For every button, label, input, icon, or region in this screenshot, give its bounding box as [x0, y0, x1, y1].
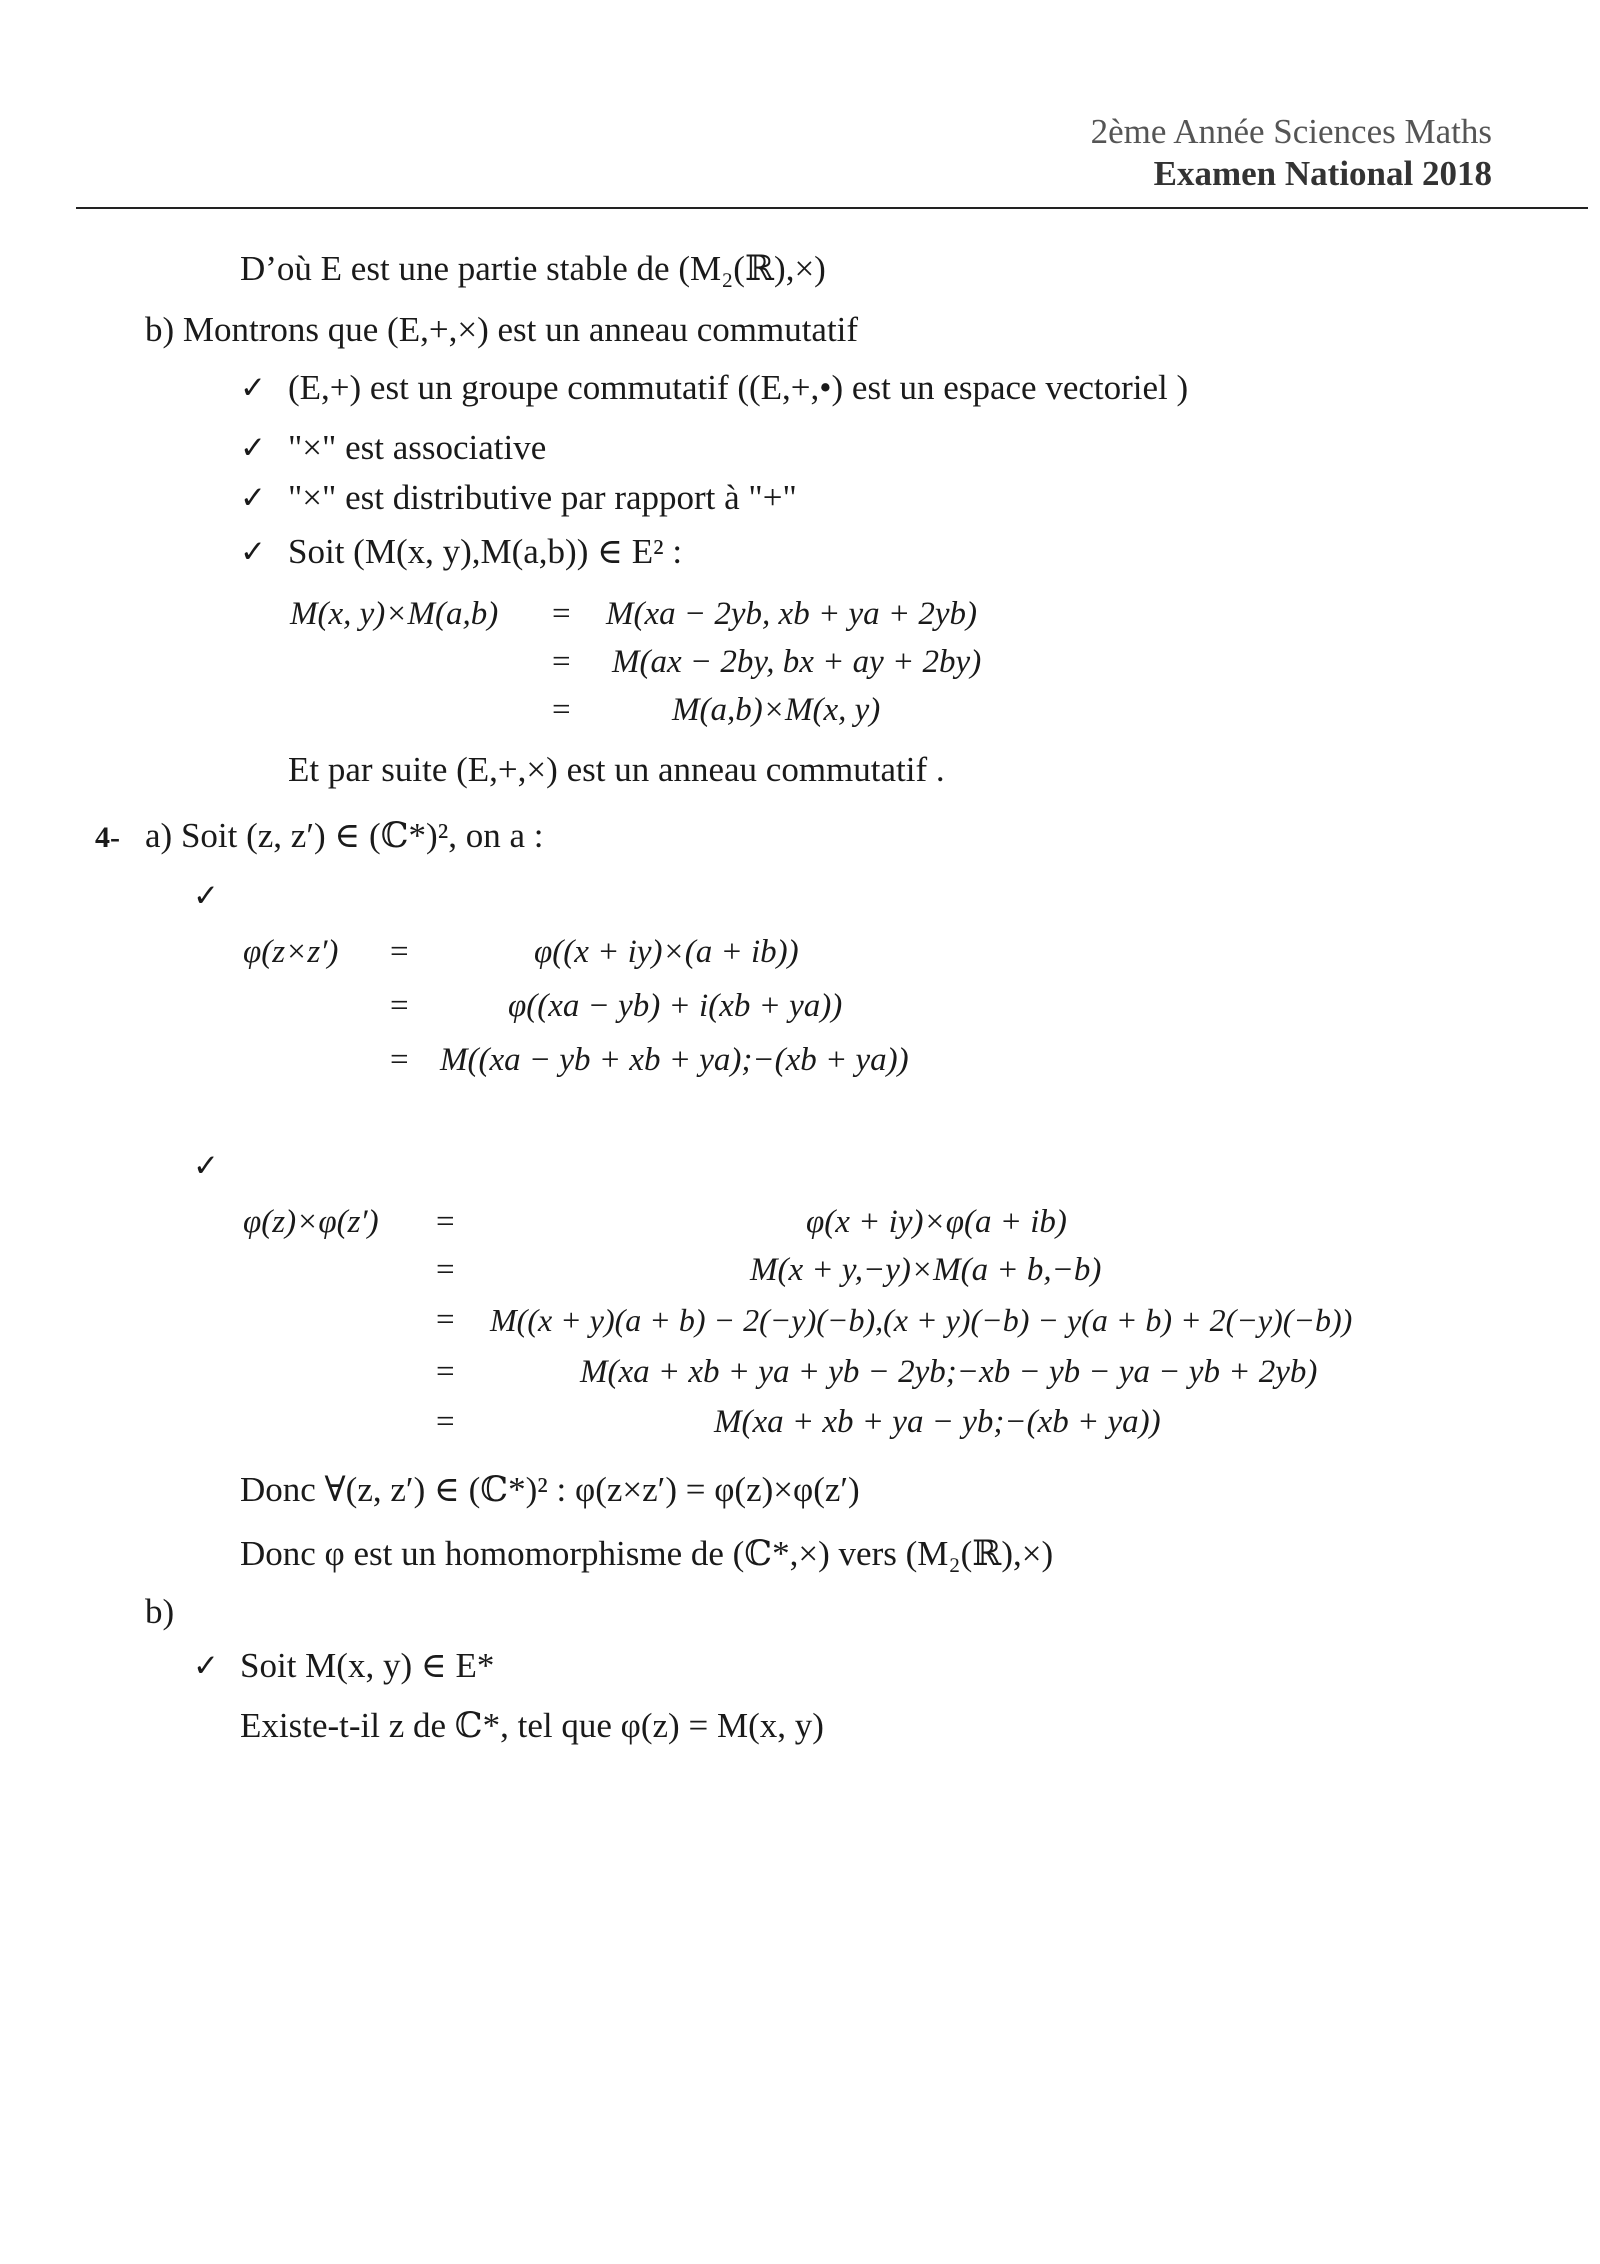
check-mark-icon: ✓: [193, 878, 219, 914]
eq-product-rhs-1: M(xa − 2yb, xb + ya + 2yb): [606, 596, 978, 632]
ring-conclusion: Et par suite (E,+,×) est un anneau commutatif .: [288, 750, 945, 789]
eq-product-phi-rhs-1: φ(x + iy)×φ(a + ib): [806, 1204, 1067, 1240]
b-question: Existe-t-il z de ℂ*, tel que φ(z) = M(x, y): [240, 1706, 824, 1745]
check-associative: "×" est associative: [288, 428, 547, 467]
question-number: 4-: [95, 821, 120, 854]
eq-product-phi-rhs-3: M((x + y)(a + b) − 2(−y)(−b),(x + y)(−b) − y(a + b) + 2(−y)(−b)): [490, 1302, 1353, 1338]
equals-sign: =: [436, 1354, 455, 1390]
equals-sign: =: [436, 1252, 455, 1288]
part-a-intro: a) Soit (z, z′) ∈ (ℂ*)², on a :: [145, 816, 544, 855]
homomorphism-conclusion: Donc φ est un homomorphisme de (ℂ*,×) vers (M₂(ℝ),×): [240, 1534, 1054, 1573]
header-rule: [76, 207, 1588, 209]
eq-phi-product-rhs-1: φ((x + iy)×(a + ib)): [534, 934, 799, 970]
b-check-soit: Soit M(x, y) ∈ E*: [240, 1646, 495, 1685]
eq-product-phi-rhs-2: M(x + y,−y)×M(a + b,−b): [750, 1252, 1102, 1288]
equals-sign: =: [390, 988, 409, 1024]
equals-sign: =: [436, 1302, 455, 1338]
header-exam-title: Examen National 2018: [1153, 154, 1492, 193]
eq-phi-product-lhs: φ(z×z′): [243, 934, 339, 970]
check-distributive: "×" est distributive par rapport à "+": [288, 478, 797, 517]
equals-sign: =: [436, 1204, 455, 1240]
part-b-label: b): [145, 1592, 175, 1631]
forall-conclusion: Donc ∀(z, z′) ∈ (ℂ*)² : φ(z×z′) = φ(z)×φ(z′): [240, 1470, 860, 1509]
eq-phi-product-rhs-3: M((xa − yb + xb + ya);−(xb + ya)): [440, 1042, 909, 1078]
part-b-title: b) Montrons que (E,+,×) est un anneau commutatif: [145, 310, 859, 349]
check-mark-icon: ✓: [193, 1148, 219, 1184]
equals-sign: =: [436, 1404, 455, 1440]
check-mark-icon: ✓: [240, 370, 266, 406]
check-mark-icon: ✓: [240, 534, 266, 570]
stable-conclusion: D’où E est une partie stable de (M₂(ℝ),×): [240, 249, 826, 288]
eq-phi-product-rhs-2: φ((xa − yb) + i(xb + ya)): [508, 988, 843, 1024]
equals-sign: =: [552, 596, 571, 632]
header-level: 2ème Année Sciences Maths: [1090, 112, 1492, 151]
eq-product-lhs: M(x, y)×M(a,b): [290, 596, 499, 632]
equals-sign: =: [390, 934, 409, 970]
check-mark-icon: ✓: [240, 480, 266, 516]
eq-product-phi-rhs-4: M(xa + xb + ya + yb − 2yb;−xb − yb − ya − yb + 2yb): [580, 1354, 1318, 1390]
eq-product-rhs-2: M(ax − 2by, bx + ay + 2by): [612, 644, 982, 680]
check-mark-icon: ✓: [240, 430, 266, 466]
equals-sign: =: [552, 644, 571, 680]
eq-product-phi-lhs: φ(z)×φ(z′): [243, 1204, 379, 1240]
equals-sign: =: [390, 1042, 409, 1078]
check-mark-icon: ✓: [193, 1648, 219, 1684]
check-group-commutatif: (E,+) est un groupe commutatif ((E,+,•) est un espace vectoriel ): [288, 368, 1189, 407]
eq-product-rhs-3: M(a,b)×M(x, y): [672, 692, 881, 728]
check-soit-pair: Soit (M(x, y),M(a,b)) ∈ E² :: [288, 532, 683, 571]
eq-product-phi-rhs-5: M(xa + xb + ya − yb;−(xb + ya)): [714, 1404, 1161, 1440]
equals-sign: =: [552, 692, 571, 728]
